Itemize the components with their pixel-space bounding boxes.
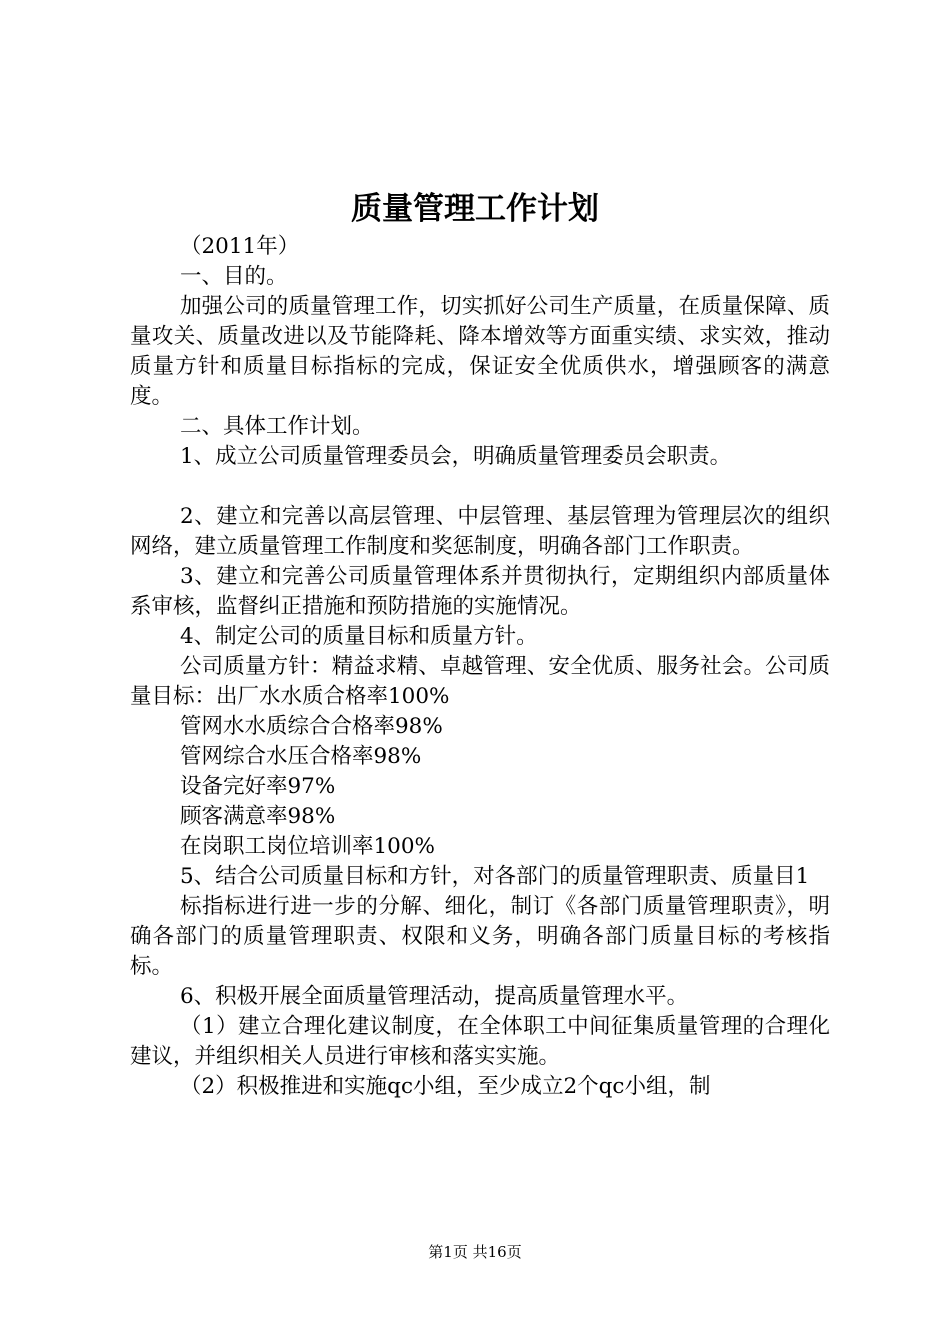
plan-item-1: 1、成立公司质量管理委员会，明确质量管理委员会职责。	[180, 444, 732, 469]
plan-item-3: 3、建立和完善公司质量管理体系并贯彻执行，定期组织内部质量体系审核，监督纠正措施和预防措施的实施情况。	[130, 564, 830, 619]
blank-line	[130, 472, 830, 502]
quality-target-equipment: 设备完好率97%	[180, 774, 336, 799]
paragraph-purpose: 加强公司的质量管理工作，切实抓好公司生产质量，在质量保障、质量攻关、质量改进以及节能降耗、降本增效等方面重实绩、求实效，推动质量方针和质量目标指标的完成，保证安全优质供水，增强顾客的满意度。	[130, 294, 830, 409]
plan-item-6: 6、积极开展全面质量管理活动，提高质量管理水平。	[180, 984, 689, 1009]
quality-target-pressure: 管网综合水压合格率98%	[180, 744, 422, 769]
document-body	[130, 232, 830, 1102]
quality-policy: 公司质量方针：精益求精、卓越管理、安全优质、服务社会。公司质量目标：出厂水水质合格率100%	[130, 654, 830, 709]
quality-target-satisfaction: 顾客满意率98%	[180, 804, 336, 829]
plan-item-5: 5、结合公司质量目标和方针，对各部门的质量管理职责、质量目1	[180, 864, 810, 889]
section-heading-plan: 二、具体工作计划。	[180, 414, 374, 439]
plan-item-5-continued: 标指标进行进一步的分解、细化，制订《各部门质量管理职责》，明确各部门的质量管理职责、权限和义务，明确各部门质量目标的考核指标。	[130, 894, 830, 979]
quality-target-training: 在岗职工岗位培训率100%	[180, 834, 435, 859]
plan-item-2: 2、建立和完善以高层管理、中层管理、基层管理为管理层次的组织网络，建立质量管理工作制度和奖惩制度，明确各部门工作职责。	[130, 504, 830, 559]
quality-target-network-water: 管网水水质综合合格率98%	[180, 714, 443, 739]
document-title: 质量管理工作计划	[351, 191, 599, 227]
page-footer: 第1页 共16页	[428, 1243, 522, 1261]
plan-item-6-sub-2: （2）积极推进和实施qc小组，至少成立2个qc小组，制	[180, 1074, 711, 1099]
plan-item-6-sub-1: （1）建立合理化建议制度，在全体职工中间征集质量管理的合理化建议，并组织相关人员进行审核和落实实施。	[130, 1014, 830, 1069]
section-heading-purpose: 一、目的。	[180, 264, 288, 289]
plan-item-4: 4、制定公司的质量目标和质量方针。	[180, 624, 538, 649]
year-line: （2011年）	[180, 234, 300, 259]
